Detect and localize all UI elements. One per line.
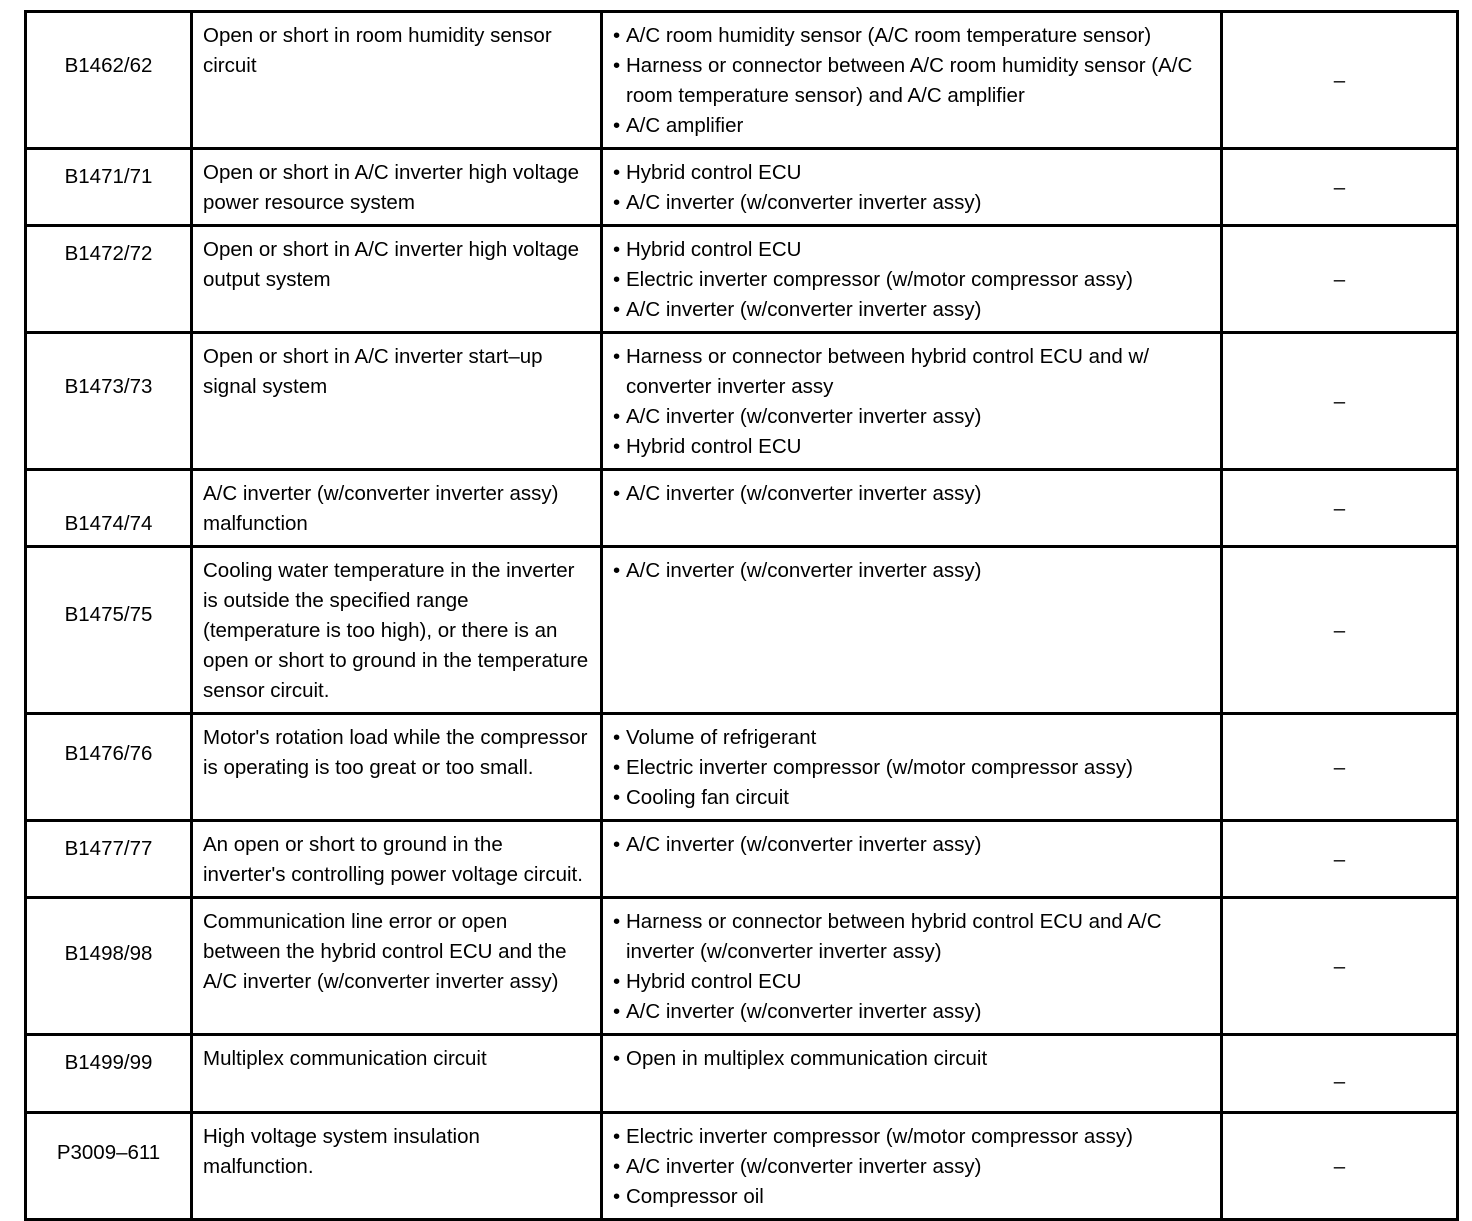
table-row <box>26 898 1458 1035</box>
detection-item-cell <box>192 333 602 470</box>
trouble-area-list <box>613 342 1210 462</box>
memory-value: – <box>1333 390 1346 413</box>
trouble-area-item: • Hybrid control ECU <box>613 967 1210 997</box>
table-row <box>26 226 1458 333</box>
detection-item-cell <box>192 547 602 714</box>
trouble-area-item: • Compressor oil <box>613 1182 1210 1212</box>
detection-item-cell <box>192 1035 602 1113</box>
dtc-code-cell <box>26 226 192 333</box>
trouble-area-item: • Open in multiplex communication circuit <box>613 1044 1210 1074</box>
trouble-area-cell <box>602 333 1222 470</box>
detection-item-cell <box>192 821 602 898</box>
trouble-area-cell <box>602 226 1222 333</box>
dtc-code-cell <box>26 821 192 898</box>
dtc-code-cell <box>26 898 192 1035</box>
trouble-area-item: • A/C inverter (w/converter inverter assy) <box>613 402 1210 432</box>
trouble-area-cell <box>602 547 1222 714</box>
table-row <box>26 1035 1458 1113</box>
detection-item-cell <box>192 226 602 333</box>
trouble-area-item: • Harness or connector between hybrid control ECU and w/ converter inverter assy <box>613 342 1210 402</box>
dtc-code: B1476/76 <box>64 742 153 765</box>
dtc-code: B1474/74 <box>64 512 153 535</box>
detection-item: Communication line error or open between the hybrid control ECU and the A/C inverter (w/converter inverter assy) <box>203 910 567 993</box>
trouble-area-item: • Cooling fan circuit <box>613 783 1210 813</box>
detection-item: An open or short to ground in the inverter's controlling power voltage circuit. <box>203 833 583 886</box>
detection-item-cell <box>192 1113 602 1220</box>
trouble-area-item: • A/C inverter (w/converter inverter assy) <box>613 997 1210 1027</box>
trouble-area-item: • Volume of refrigerant <box>613 723 1210 753</box>
trouble-area-item: • Hybrid control ECU <box>613 235 1210 265</box>
memory-value: – <box>1333 848 1346 871</box>
trouble-area-list <box>613 1122 1210 1212</box>
trouble-area-item: • Electric inverter compressor (w/motor compressor assy) <box>613 1122 1210 1152</box>
memory-cell <box>1222 714 1458 821</box>
table-row <box>26 821 1458 898</box>
trouble-area-list <box>613 1044 1210 1074</box>
memory-cell <box>1222 12 1458 149</box>
trouble-area-cell <box>602 12 1222 149</box>
table-row <box>26 547 1458 714</box>
trouble-area-item: • Hybrid control ECU <box>613 158 1210 188</box>
trouble-area-list <box>613 21 1210 141</box>
trouble-area-item: • A/C inverter (w/converter inverter assy) <box>613 830 1210 860</box>
dtc-code: B1462/62 <box>64 54 153 77</box>
trouble-area-item: • A/C inverter (w/converter inverter assy) <box>613 295 1210 325</box>
trouble-area-item: • A/C room humidity sensor (A/C room temperature sensor) <box>613 21 1210 51</box>
detection-item: Cooling water temperature in the inverter is outside the specified range (temperature is too high), or there is an open or short to ground in the temperature sensor circuit. <box>203 559 589 702</box>
dtc-code-cell <box>26 547 192 714</box>
memory-cell <box>1222 149 1458 226</box>
dtc-code: P3009–611 <box>56 1141 161 1164</box>
memory-value: – <box>1333 69 1346 92</box>
detection-item: A/C inverter (w/converter inverter assy) malfunction <box>203 482 559 535</box>
trouble-area-list <box>613 556 1210 586</box>
detection-item-cell <box>192 149 602 226</box>
trouble-area-list <box>613 830 1210 860</box>
detection-item: Multiplex communication circuit <box>203 1047 487 1070</box>
memory-value: – <box>1333 1069 1346 1093</box>
trouble-area-item: • A/C amplifier <box>613 111 1210 141</box>
dtc-code-cell <box>26 333 192 470</box>
trouble-area-cell <box>602 1113 1222 1220</box>
trouble-area-item: • A/C inverter (w/converter inverter assy) <box>613 479 1210 509</box>
trouble-area-item: • A/C inverter (w/converter inverter assy) <box>613 1152 1210 1182</box>
detection-item-cell <box>192 470 602 547</box>
dtc-code-cell <box>26 149 192 226</box>
memory-cell <box>1222 547 1458 714</box>
memory-cell <box>1222 1113 1458 1220</box>
detection-item: Open or short in A/C inverter high voltage power resource system <box>203 161 580 214</box>
detection-item: Motor's rotation load while the compressor is operating is too great or too small. <box>203 726 588 779</box>
trouble-area-item: • Harness or connector between hybrid control ECU and A/C inverter (w/converter inverter assy) <box>613 907 1210 967</box>
detection-item-cell <box>192 714 602 821</box>
trouble-area-item: • Harness or connector between A/C room humidity sensor (A/C room temperature sensor) and A/C amplifier <box>613 51 1210 111</box>
dtc-code-cell <box>26 1035 192 1113</box>
dtc-code-cell <box>26 12 192 149</box>
memory-cell <box>1222 226 1458 333</box>
memory-cell <box>1222 1035 1458 1113</box>
memory-cell <box>1222 470 1458 547</box>
table-row <box>26 714 1458 821</box>
memory-value: – <box>1333 176 1346 199</box>
detection-item-cell <box>192 898 602 1035</box>
trouble-area-item: • Electric inverter compressor (w/motor compressor assy) <box>613 753 1210 783</box>
dtc-code: B1473/73 <box>64 375 153 398</box>
trouble-area-cell <box>602 821 1222 898</box>
memory-cell <box>1222 898 1458 1035</box>
trouble-area-cell <box>602 714 1222 821</box>
memory-value: – <box>1333 955 1346 978</box>
trouble-area-item: • Electric inverter compressor (w/motor compressor assy) <box>613 265 1210 295</box>
memory-value: – <box>1333 756 1346 779</box>
dtc-code-cell <box>26 1113 192 1220</box>
detection-item: Open or short in room humidity sensor circuit <box>203 24 552 77</box>
dtc-code: B1472/72 <box>64 242 153 265</box>
trouble-area-list <box>613 723 1210 813</box>
trouble-area-list <box>613 158 1210 218</box>
table-row <box>26 12 1458 149</box>
dtc-code: B1475/75 <box>64 603 153 626</box>
detection-item: Open or short in A/C inverter high voltage output system <box>203 238 580 291</box>
dtc-code-cell <box>26 714 192 821</box>
trouble-area-cell <box>602 149 1222 226</box>
memory-value: – <box>1333 497 1346 520</box>
detection-item-cell <box>192 12 602 149</box>
memory-cell <box>1222 821 1458 898</box>
trouble-area-item: • A/C inverter (w/converter inverter assy) <box>613 188 1210 218</box>
memory-value: – <box>1333 268 1346 291</box>
detection-item: High voltage system insulation malfunction. <box>203 1125 480 1178</box>
dtc-code: B1477/77 <box>64 837 153 860</box>
trouble-area-list <box>613 479 1210 509</box>
table-row <box>26 149 1458 226</box>
dtc-code: B1471/71 <box>64 165 153 188</box>
trouble-area-list <box>613 907 1210 1027</box>
trouble-area-cell <box>602 898 1222 1035</box>
trouble-area-item: • Hybrid control ECU <box>613 432 1210 462</box>
dtc-table <box>24 10 1459 1221</box>
memory-value: – <box>1333 1155 1346 1178</box>
detection-item: Open or short in A/C inverter start–up signal system <box>203 345 543 398</box>
trouble-area-cell <box>602 470 1222 547</box>
trouble-area-cell <box>602 1035 1222 1113</box>
dtc-code-cell <box>26 470 192 547</box>
memory-cell <box>1222 333 1458 470</box>
table-row <box>26 470 1458 547</box>
memory-value: – <box>1333 619 1346 642</box>
trouble-area-item: • A/C inverter (w/converter inverter assy) <box>613 556 1210 586</box>
table-row <box>26 333 1458 470</box>
dtc-code: B1499/99 <box>64 1051 153 1074</box>
table-row <box>26 1113 1458 1220</box>
trouble-area-list <box>613 235 1210 325</box>
dtc-code: B1498/98 <box>64 942 153 965</box>
